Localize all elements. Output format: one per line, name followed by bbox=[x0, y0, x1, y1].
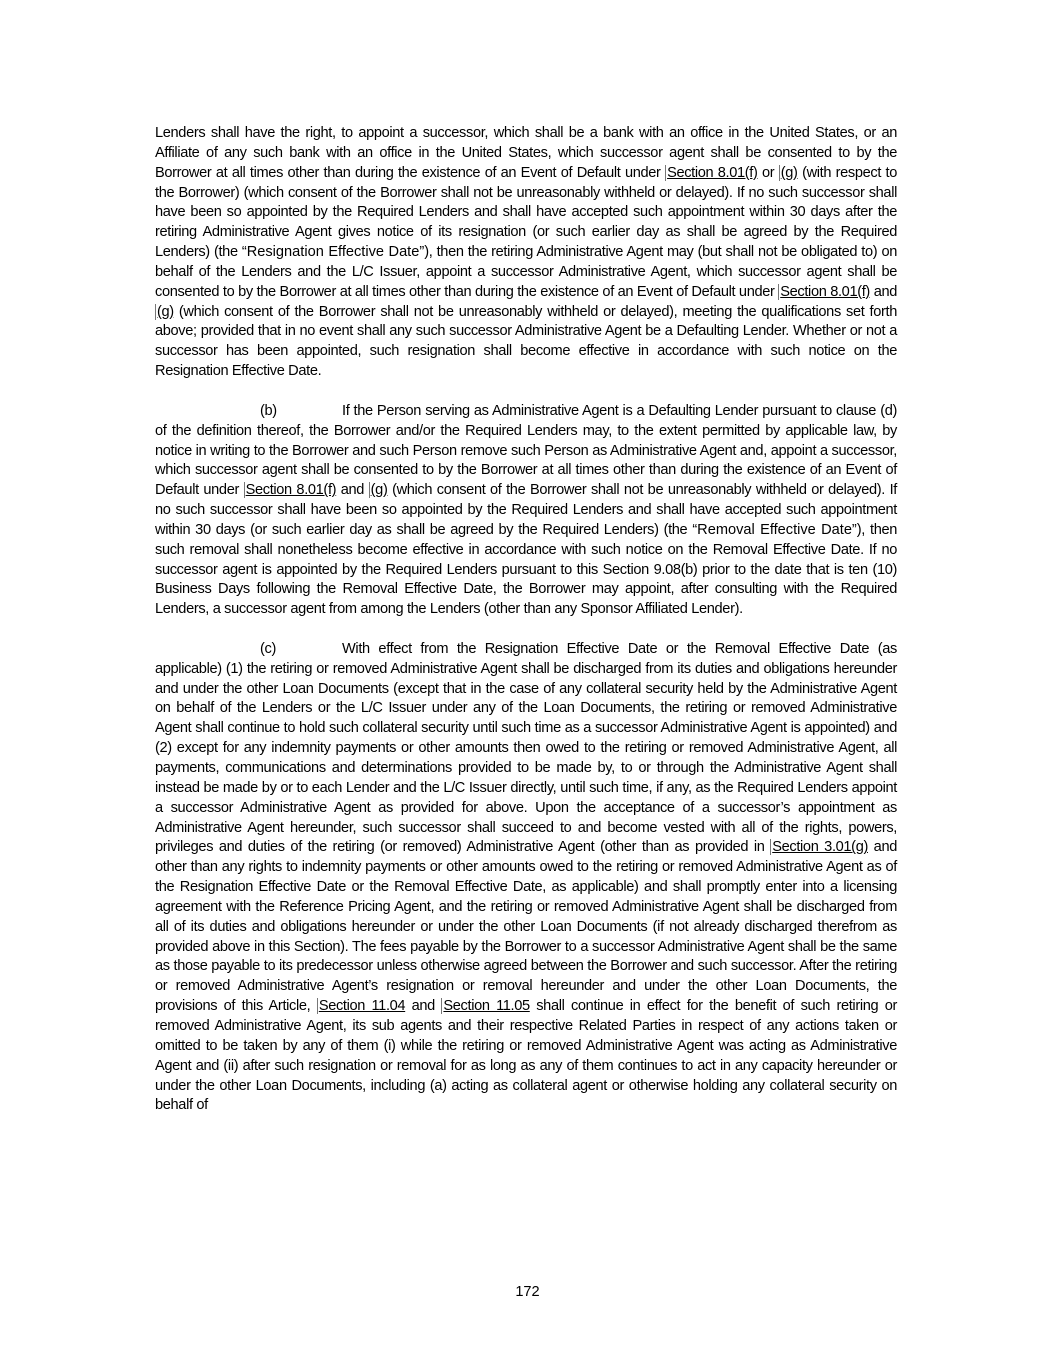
text-run: or bbox=[757, 164, 779, 181]
section-8-01-f-link[interactable]: Section 8.01(f) bbox=[667, 164, 758, 181]
clause-label-c: (c) bbox=[260, 640, 276, 657]
text-run: (which consent of the Borrower shall not be unreasonably withheld or delayed). If no such successor shall have been so appointed by the Required Lenders and shall have accepted such appointment within 30 days (or such earlier day as shall be agreed by the Required Lenders) (the bbox=[155, 482, 897, 538]
text-run: ), then the retiring Administrative Agent may (but shall not be obligated to) on behalf of the Lenders and the L/C Issuer, appoint a successor Administrative Agent, which successor agent shall be consented to by the Borrower at all times other than during the existence of an Event of Default under bbox=[155, 244, 897, 300]
page-number: 172 bbox=[515, 1284, 540, 1300]
text-run: that in no event shall any such successor Administrative Agent be a Defaulting Lender. Whether or not a successor has been appointed, such resignation shall become effective in accordance with such notice on the Resignation Effective Date. bbox=[155, 323, 897, 380]
section-3-01-g-link[interactable]: Section 3.01(g) bbox=[772, 839, 868, 856]
text-run: (which consent of the Borrower shall not be unreasonably withheld or delayed), meeting the qualifications set forth above; bbox=[155, 303, 897, 340]
text-run: and bbox=[869, 283, 897, 300]
text-run: and bbox=[336, 482, 369, 499]
section-8-01-f-link[interactable]: Section 8.01(f) bbox=[780, 283, 870, 300]
clause-label-b: (b) bbox=[260, 402, 277, 419]
proviso-term: provided bbox=[200, 323, 254, 340]
section-8-01-g-link[interactable]: (g) bbox=[780, 164, 798, 181]
section-8-01-g-link[interactable]: (g) bbox=[370, 482, 388, 499]
text-run: If the Person serving as Administrative Agent is a Defaulting Lender pursuant to clause (d) of the definition thereof, the Borrower and/or the Required Lenders may, to the extent permitted by applicable law, by notice in writing to the Borrower and such Person remove such Person as Administrative Agent and, appoint a successor, which successor agent shall be consented to by the Borrower at all times other than during the existence of an Event of Default under bbox=[155, 402, 897, 499]
paragraph-c bbox=[155, 640, 897, 1116]
text-run: (with respect to the Borrower) (which consent of the Borrower shall not be unreasonably withheld or delayed). If no such successor shall have been so appointed by the Required Lenders and shall have accepted such appointment within 30 days after the retiring Administrative Agent gives notice of its resignation (or such earlier day as shall be agreed by the Required Lenders) (the bbox=[155, 164, 897, 261]
section-8-01-g-link[interactable]: (g) bbox=[157, 303, 174, 320]
text-run: and bbox=[405, 998, 442, 1015]
defined-term-removal-effective-date: “Removal Effective Date” bbox=[692, 521, 857, 538]
paragraph-b bbox=[155, 402, 897, 620]
defined-term-resignation-effective-date: “Resignation Effective Date” bbox=[241, 244, 425, 261]
section-11-05-link[interactable]: Section 11.05 bbox=[443, 998, 530, 1015]
text-run: and other than any rights to indemnity payments or other amounts owed to the retiring or removed Administrative Agent as of the Resignation Effective Date or the Removal Effective Date, as applicable) and shall promptly enter into a licensing agreement with the Reference Pricing Agent, and the retiring or removed Administrative Agent shall be discharged from all of its duties and obligations hereunder or under the other Loan Documents (if not already discharged therefrom as provided above in this Section). The fees payable by the Borrower to a successor Administrative Agent shall be the same as those payable to its predecessor unless otherwise agreed between the Borrower and such successor. After the retiring or removed Administrative Agent’s resignation or removal hereunder and under the other Loan Documents, the provisions of this Article, bbox=[155, 839, 897, 1015]
text-run: ), then such removal shall nonetheless become effective in accordance with such notice on the Removal Effective Date. If no successor agent is appointed by the Required Lenders pursuant to this Section 9.08(b) prior to the date that is ten (10) Business Days following the Removal Effective Date, the Borrower may appoint, after consulting with the Required Lenders, a successor agent from among the Lenders (other than any Sponsor Affiliated Lender). bbox=[155, 521, 897, 618]
document-body bbox=[155, 124, 897, 1136]
section-11-04-link[interactable]: Section 11.04 bbox=[318, 998, 406, 1015]
section-8-01-f-link[interactable]: Section 8.01(f) bbox=[245, 482, 337, 499]
text-run: shall continue in effect for the benefit of such retiring or removed Administrative Agent, its sub agents and their respective Related Parties in respect of any actions taken or omitted to be taken by any of them (i) while the retiring or removed Administrative Agent was acting as Administrative Agent and (ii) after such resignation or removal for as long as any of them continues to act in any capacity hereunder or under the other Loan Documents, including (a) acting as collateral agent or otherwise holding any collateral security on behalf of bbox=[155, 998, 897, 1114]
text-run: With effect from the Resignation Effective Date or the Removal Effective Date (as applicable) (1) the retiring or removed Administrative Agent shall be discharged from its duties and obligations hereunder and under the other Loan Documents (except that in the case of any collateral security held by the Administrative Agent on behalf of the Lenders or the L/C Issuer under any of the Loan Documents, the retiring or removed Administrative Agent shall continue to hold such collateral security until such time as a successor Administrative Agent is appointed) and (2) except for any indemnity payments or other amounts then owed to the retiring or removed Administrative Agent, all payments, communications and determinations provided to be made by, to or through the Administrative Agent shall instead be made by or to each Lender and the L/C Issuer directly, until such time, if any, as the Required Lenders appoint a successor Administrative Agent as provided for above. Upon the acceptance of a successor’s appointment as Administrative Agent hereunder, such successor shall succeed to and become vested with all of the rights, powers, privileges and duties of the retiring (or removed) Administrative Agent (other than as provided in bbox=[155, 640, 897, 856]
text-run: Lenders shall have the right, to appoint a successor, which shall be a bank with an office in the United States, or an Affiliate of any such bank with an office in the United States, which successor agent shall be consented to by the Borrower at all times other than during the existence of an Event of Default under bbox=[155, 125, 897, 181]
paragraph-a-continuation bbox=[155, 124, 897, 382]
